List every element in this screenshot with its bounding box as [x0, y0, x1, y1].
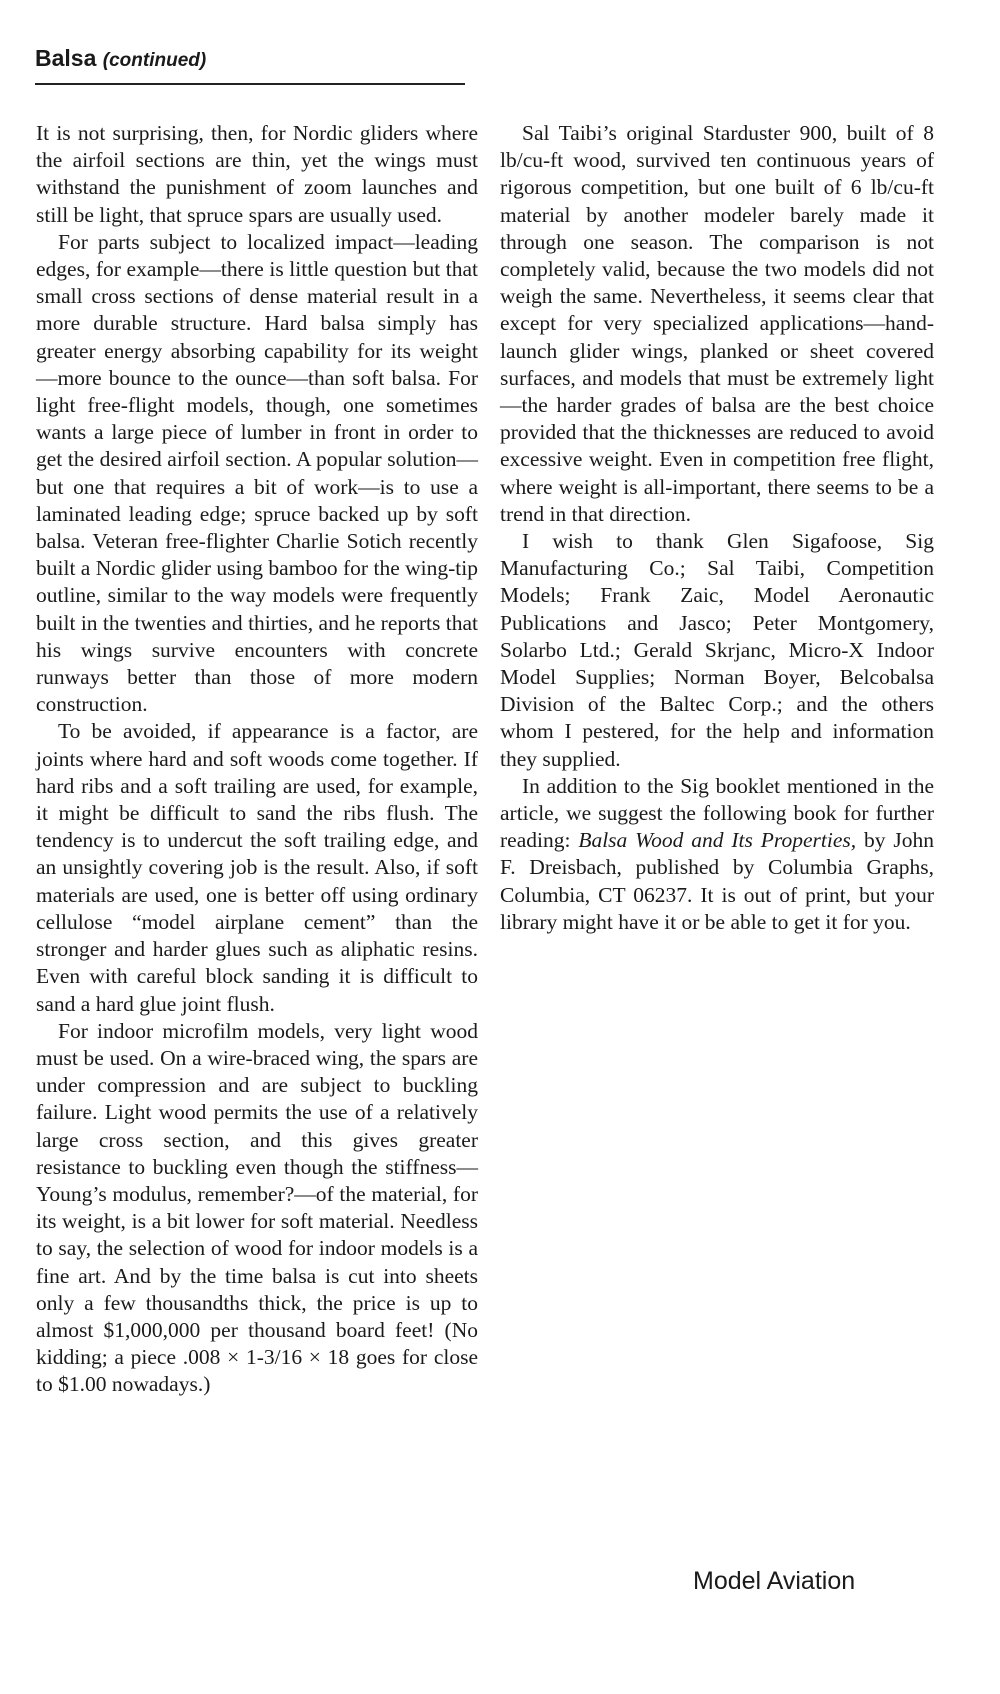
section-title: [35, 44, 465, 75]
paragraph: To be avoided, if appearance is a factor, are joints where hard and soft woods come together. If hard ribs and a soft trailing are used, for example, it might be difficult to sand the ribs flush. The tendency is to undercut the soft trailing edge, and an unsightly covering job is the result. Also, if soft materials are used, one is better off using ordinary cellulose “model airplane cement” than the stronger and harder glues such as aliphatic resins. Even with careful block sanding it is difficult to sand a hard glue joint flush.: [36, 719, 478, 1016]
section-title-continued: (continued): [102, 50, 207, 71]
left-column: [36, 120, 478, 1399]
paragraph: Sal Taibi’s original Starduster 900, built of 8 lb/cu-ft wood, survived ten continuous years of rigorous competition, but one built of 6 lb/cu-ft material by another modeler barely made it through one season. The comparison is not completely valid, because the two models did not weigh the same. Nevertheless, it seems clear that except for very specialized applications—hand-launch glider wings, planked or sheet covered surfaces, and models that must be extremely light—the harder grades of balsa are the best choice provided that the thicknesses are reduced to avoid excessive weight. Even in competition free flight, where weight is all-important, there seems to be a trend in that direction.: [500, 121, 934, 526]
reading-suggestion-paragraph: [500, 773, 934, 936]
article-header: [35, 44, 465, 85]
section-title-text: Balsa: [35, 45, 97, 71]
reading-suggestion-details: by John F. Dreisbach, published by Columbia Graphs, Columbia, CT 06237. It is out of print, but your library might have it or be able to get it for you.: [500, 828, 934, 934]
header-divider: [35, 83, 465, 85]
publication-name: Model Aviation: [693, 1567, 856, 1595]
book-title: Balsa Wood and Its Properties,: [578, 828, 857, 853]
paragraph: I wish to thank Glen Sigafoose, Sig Manufacturing Co.; Sal Taibi, Competition Models; Frank Zaic, Model Aeronautic Publications and Jasco; Peter Montgomery, Solarbo Ltd.; Gerald Skrjanc, Micro-X Indoor Model Supplies; Norman Boyer, Belcobalsa Division of the Baltec Corp.; and the others whom I pestered, for the help and information they supplied.: [500, 529, 934, 771]
paragraph: For parts subject to localized impact—leading edges, for example—there is little question but that small cross sections of dense material result in a more durable structure. Hard balsa simply has greater energy absorbing capability for its weight—more bounce to the ounce—than soft balsa. For light free-flight models, though, one sometimes wants a large piece of lumber in front in order to get the desired airfoil section. A popular solution—but one that requires a bit of work—is to use a laminated leading edge; spruce backed up by soft balsa. Veteran free-flighter Charlie Sotich recently built a Nordic glider using bamboo for the wing-tip outline, similar to the way models were frequently built in the twenties and thirties, and he reports that his wings survive encounters with concrete runways better than those of more modern construction.: [36, 229, 478, 717]
right-column: [500, 120, 934, 936]
paragraph: For indoor microfilm models, very light wood must be used. On a wire-braced wing, the spars are under compression and are subject to buckling failure. Light wood permits the use of a relatively large cross section, and this gives greater resistance to buckling even though the stiffness—Young’s modulus, remember?—of the material, for its weight, is a bit lower for soft material. Needless to say, the selection of wood for indoor models is a fine art. And by the time balsa is cut into sheets only a few thousandths thick, the price is up to almost $1,000,000 per thousand board feet! (No kidding; a piece .008 × 1-3/16 × 18 goes for close to $1.00 nowadays.): [36, 1018, 478, 1397]
reading-suggestion-intro: In addition to the Sig booklet mentioned in the article, we suggest the following book for further reading:: [500, 773, 934, 853]
paragraph: It is not surprising, then, for Nordic gliders where the airfoil sections are thin, yet the wings must withstand the punishment of zoom launches and still be light, that spruce spars are usually used.: [36, 121, 478, 227]
